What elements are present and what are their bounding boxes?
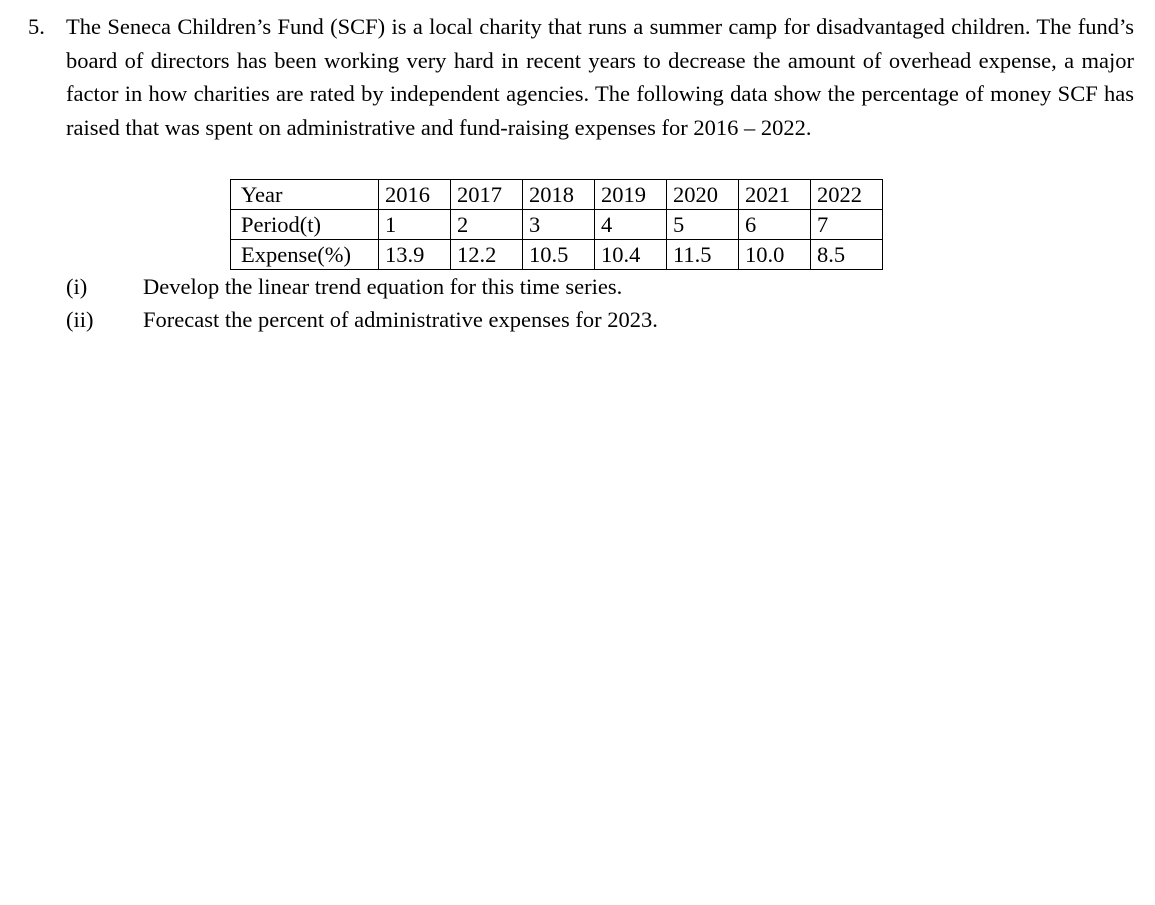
table-cell: 1 — [379, 210, 451, 240]
sub-question-label: (i) — [66, 274, 88, 299]
row-header: Period(t) — [231, 210, 379, 240]
table-cell: 10.5 — [523, 240, 595, 270]
table-cell: 8.5 — [811, 240, 883, 270]
table-cell: 12.2 — [451, 240, 523, 270]
table-cell: 3 — [523, 210, 595, 240]
table-row — [231, 210, 883, 240]
question-text: The Seneca Children’s Fund (SCF) is a local charity that runs a summer camp for disadvantaged children. The fund’s board of directors has been working very hard in recent years to decrease the amount of overhead expense, a major factor in how charities are rated by independent agencies. The following data show the percentage of money SCF has raised that was spent on administrative and fund-raising expenses for 2016 – 2022. — [66, 14, 1134, 140]
table-cell: 2017 — [451, 180, 523, 210]
table-cell: 2018 — [523, 180, 595, 210]
table-cell: 2022 — [811, 180, 883, 210]
table-cell: 6 — [739, 210, 811, 240]
question-number: 5. — [28, 14, 45, 39]
table-cell: 4 — [595, 210, 667, 240]
table-cell: 2016 — [379, 180, 451, 210]
table-cell: 2019 — [595, 180, 667, 210]
table-cell: 7 — [811, 210, 883, 240]
table-cell: 11.5 — [667, 240, 739, 270]
table-row — [231, 240, 883, 270]
sub-question-text: Forecast the percent of administrative expenses for 2023. — [143, 307, 658, 332]
table-cell: 2020 — [667, 180, 739, 210]
table-cell: 10.0 — [739, 240, 811, 270]
question-5 — [28, 10, 1134, 144]
table-cell: 13.9 — [379, 240, 451, 270]
data-table-body — [231, 180, 883, 270]
table-cell: 2 — [451, 210, 523, 240]
table-cell: 5 — [667, 210, 739, 240]
data-table — [230, 179, 883, 270]
table-cell: 2021 — [739, 180, 811, 210]
sub-question-label: (ii) — [66, 307, 94, 332]
row-header: Year — [231, 180, 379, 210]
table-cell: 10.4 — [595, 240, 667, 270]
sub-question-text: Develop the linear trend equation for this time series. — [143, 274, 623, 299]
table-row — [231, 180, 883, 210]
row-header: Expense(%) — [231, 240, 379, 270]
